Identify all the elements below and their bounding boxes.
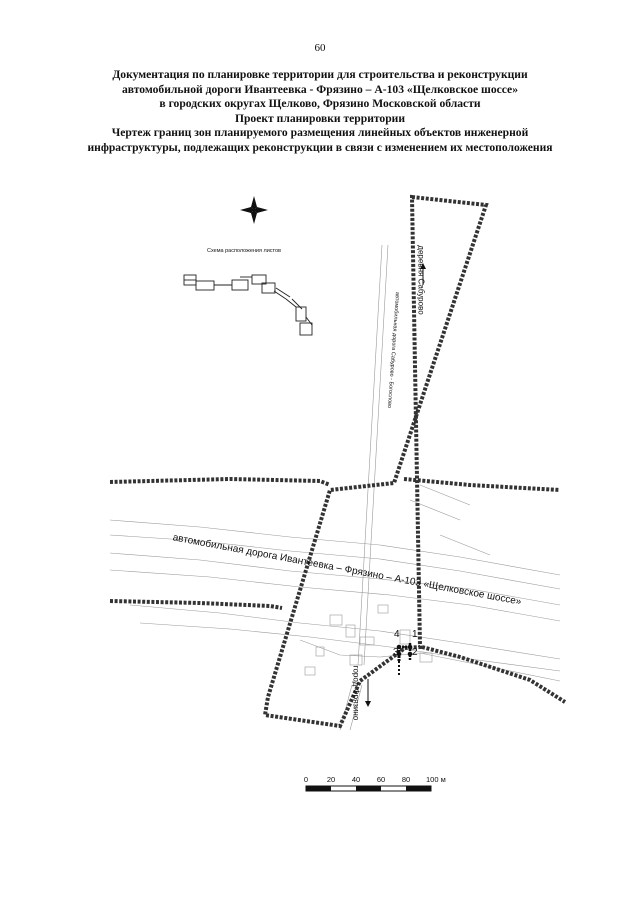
scale-tick-0: 0 [303,775,309,784]
scale-tick-80: 80 [401,775,411,784]
title-line-4: Проект планировки территории [234,111,406,125]
title-line-1: Документация по планировке территории для строительства и реконструкции [112,68,528,81]
direction-arrow-south-icon [365,679,371,707]
map-drawing [0,185,640,905]
scale-tick-100: 100 м [426,775,446,784]
point-label-1: 1 [412,629,418,640]
title-line-5: Чертеж границ зон планируемого размещения линейных объектов инженерной [111,126,529,140]
inset-caption: Схема расположения листов [207,248,281,254]
scale-tick-20: 20 [326,775,336,784]
planning-map [0,185,640,905]
compass-rose-icon [240,196,268,224]
label-main-road: автомобильная дорога Ивантеевка – Фрязино – А-103 «Щелковское шоссе» [171,532,523,608]
scale-bar [306,786,431,791]
scale-tick-40: 40 [351,775,361,784]
title-line-3: в городских округах Щелково, Фрязино Московской области [159,97,481,111]
page-number: 60 [314,42,326,54]
sheet-layout-scheme [184,275,312,335]
title-line-2: автомобильной дороги Ивантеевка - Фрязино – А-103 «Щелковское шоссе» [121,82,518,96]
label-road-vertical: автомобильная дорога Сабурово - Богослово [385,291,401,409]
scale-tick-60: 60 [376,775,386,784]
point-label-4: 4 [394,629,400,640]
label-village-north: деревня Сабурово [416,245,426,315]
title-line-6: инфраструктуры, подлежащих реконструкции в связи с изменением их местоположения [87,140,553,154]
point-label-3: 3 [393,647,399,658]
point-label-2: 2 [412,647,418,658]
relocation-points [397,643,412,677]
label-town-south: город Фрязино [351,665,361,721]
document-title [40,68,600,156]
planning-zone-boundary [110,197,565,726]
